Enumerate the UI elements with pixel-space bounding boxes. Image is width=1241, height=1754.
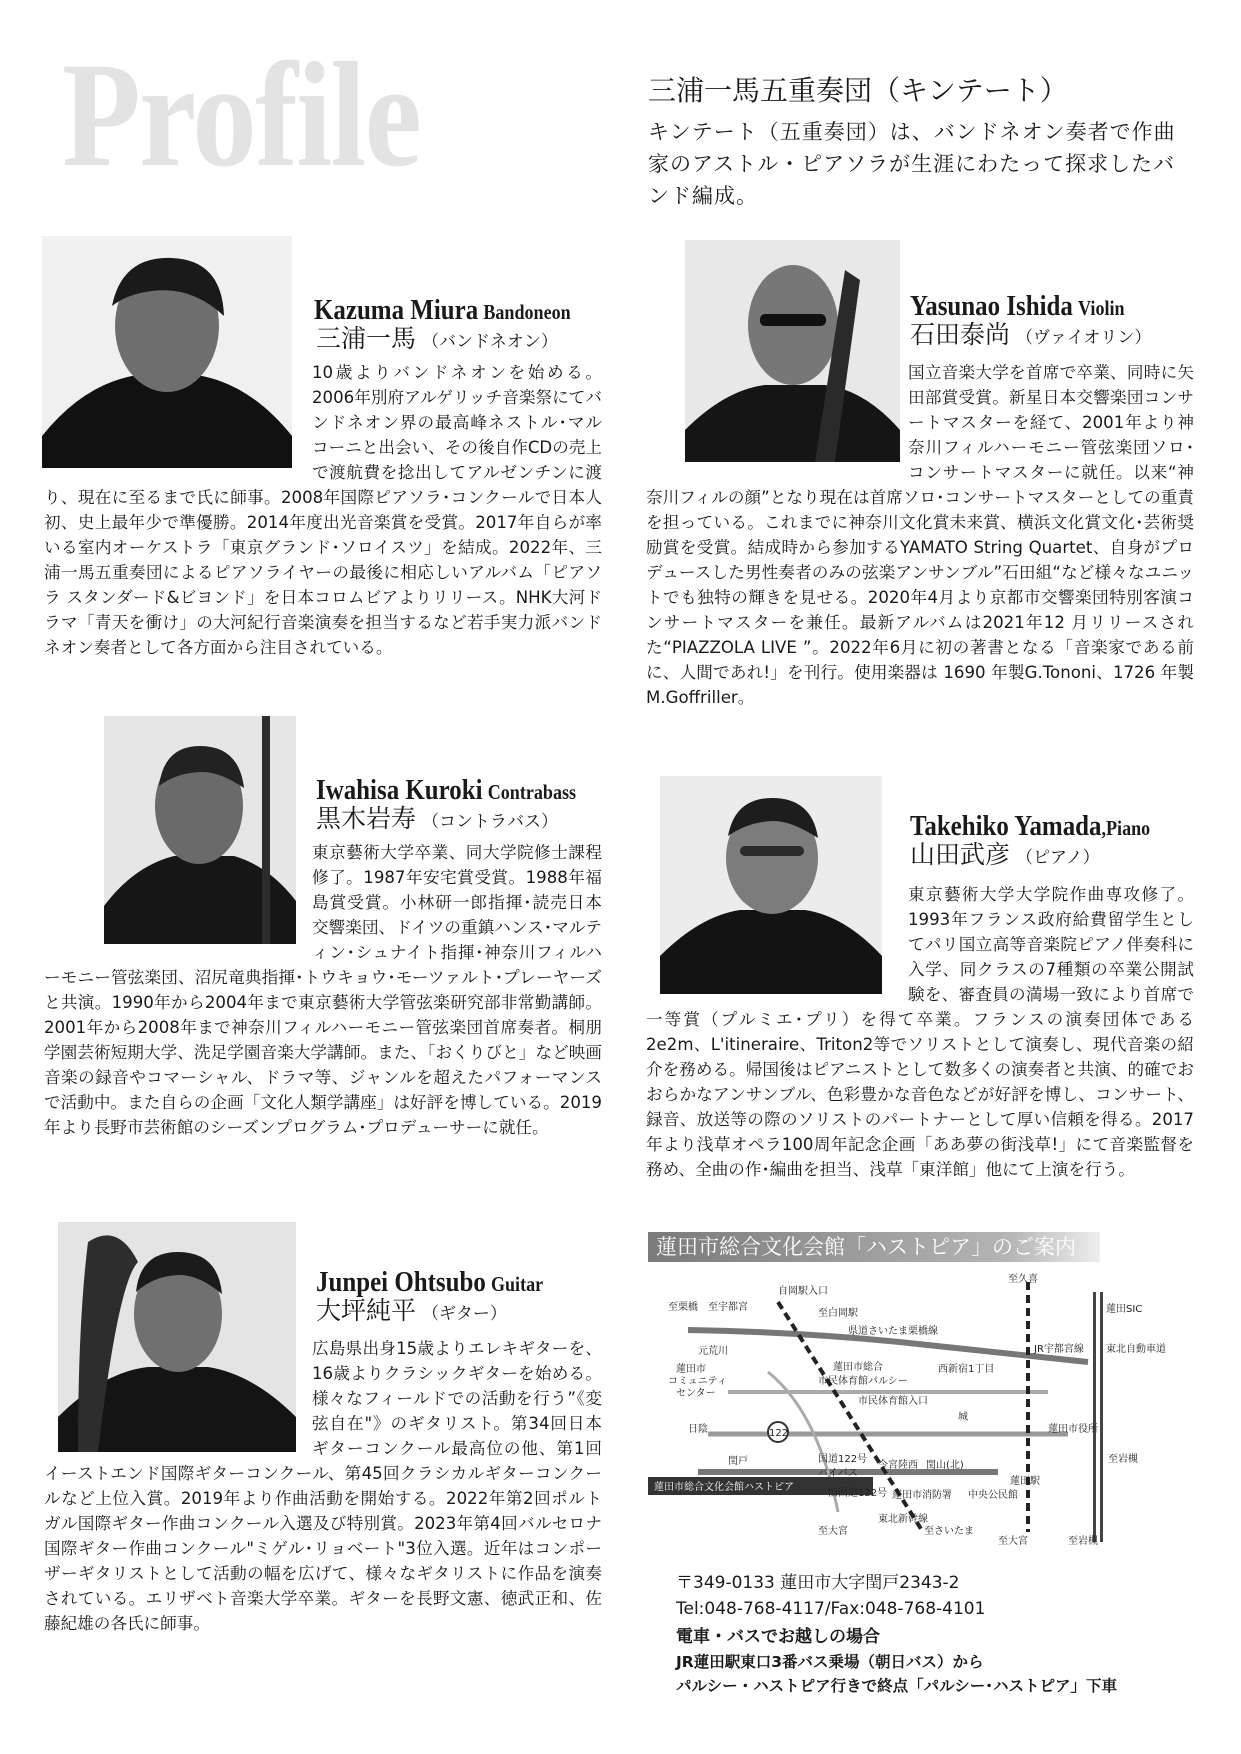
map-label: 至大宮 (998, 1536, 1028, 1547)
iwahisa-kuroki-bio-box (44, 840, 602, 1140)
map-label: 至岩槻 (1068, 1536, 1098, 1547)
map-label: 蓮田市 (676, 1364, 706, 1375)
iwahisa-kuroki-bio: 東京藝術大学卒業、同大学院修士課程修了。1987年安宅賞受賞。1988年福島賞受賞。小林研一郎指揮･読売日本交響楽団、ドイツの重鎮ハンス･マルティン･シュナイト指揮･神奈川フィルハーモニー管弦楽団、沼尻竜典指揮･トウキョウ･モーツァルト･プレーヤーズと共演。1990年から2004年まで東京藝術大学管弦楽研究部非常勤講師。2001年から2008年まで神奈川フィルハーモニー管弦楽団首席奏者。桐朋学園芸術短期大学、洗足学園音楽大学講師。また、「おくりびと」など映画音楽の録音やコマーシャル、ドラマ等、ジャンルを超えたパフォーマンスで活動中。また自らの企画「文化人類学講座」は好評を博している。2019年より長野市芸術館のシーズンプログラム･プロデューサーに就任。 (44, 843, 602, 1137)
access-body (676, 1650, 1117, 1698)
map-label: 至白岡駅 (818, 1308, 858, 1319)
map-label: 蓮田市役所 (1048, 1424, 1098, 1435)
map-label: 自岡駅入口 (778, 1286, 828, 1297)
map-label: 至栗橋 (668, 1302, 698, 1313)
access-title: 電車・バスでお越しの場合 (676, 1627, 880, 1647)
map-label: 至宇都宮 (708, 1302, 748, 1313)
map-label: 蓮田市総合 (833, 1362, 883, 1373)
map-svg (654, 1272, 1166, 1548)
map-label: 至岩槻 (1108, 1454, 1138, 1465)
ensemble-description: キンテート（五重奏団）は、バンドネオン奏者で作曲家のアストル・ピアソラが生涯にわたって探求したバンド編成。 (648, 120, 1176, 208)
map-label: 蓮田SIC (1106, 1304, 1143, 1315)
map-label: 日陰 (688, 1424, 708, 1435)
map-label: 東北自動車道 (1106, 1344, 1166, 1355)
junpei-ohtsubo-bio: 広島県出身15歳よりエレキギターを、16歳よりクラシックギターを始める。様々なフィールドでの活動を行う”《変弦自在"》のギタリスト。第34回日本ギターコンクール最高位の他、第1回イーストエンド国際ギターコンクール、第45回クラシカルギターコンクールなど上位入賞。2019年より作曲活動を開始する。2022年第2回ポルトガル国際ギター作曲コンクール入選及び特別賞。2023年第4回バルセロナ国際ギター作曲コンクール"ミゲル･リョベート"3位入選。近年はコンポーザーギタリストとして活動の幅を広げて、様々なギタリストに作品を演奏されている。エリザベト音楽大学卒業。ギターを長野文憲、徳武正和、佐藤紀雄の各氏に師事。 (44, 1339, 602, 1633)
map-label: 至大宮 (818, 1526, 848, 1537)
map-label: 閏山(北) (926, 1460, 964, 1471)
map-label: センター (676, 1388, 716, 1399)
map-label: 市民体育館パルシー (818, 1376, 908, 1387)
yasunao-ishida-name: Yasunao Ishida Violin (910, 290, 1125, 322)
access-line-2: パルシー・ハストピア行きで終点「パルシー･ハストピア」下車 (676, 1677, 1117, 1695)
map-label: JR宇都宮線 (1034, 1344, 1084, 1355)
map-label: 中央公民館 (968, 1490, 1018, 1501)
kazuma-miura-name: Kazuma Miura Bandoneon (314, 294, 571, 326)
map-label: 市民体育館入口 (858, 1396, 928, 1407)
map-label: 旧国道122号 (828, 1488, 888, 1499)
yasunao-ishida-jname: 石田泰尚 （ヴァイオリン） (910, 320, 1152, 349)
takehiko-yamada-bio: 東京藝術大学大学院作曲専攻修了。1993年フランス政府給費留学生としてパリ国立高等音楽院ピアノ伴奏科に入学、同クラスの7種類の卒業公開試験を、審査員の満場一致により首席で一等賞（プルミエ･プリ）を得て卒業。フランスの演奏団体である2e2m、L'itineraire、Triton2等でソリストとして演奏し、現代音楽の紹介を務める。帰国後はピアニストとして数多くの演奏者と共演、的確でおおらかなアンサンブル、色彩豊かな音色などが好評を博し、コンサート、録音、放送等の際のソリストのパートナーとして厚い信頼を得る。2017年より浅草オペラ100周年記念企画「ああ夢の街浅草!」にて音楽監督を務め、全曲の作･編曲を担当、浅草「東洋館」他にて上演を行う。 (646, 885, 1194, 1179)
map-label: 蓮田市消防署 (892, 1490, 952, 1501)
kazuma-miura-bio-box (44, 360, 602, 660)
map-label: 閏戸 (728, 1456, 748, 1467)
kazuma-miura-jname: 三浦一馬 （バンドネオン） (316, 324, 558, 353)
kazuma-miura-bio: 10歳よりバンドネオンを始める。2006年別府アルゲリッチ音楽祭にてバンドネオン界の最高峰ネストル･マルコーニと出会い、その後自作CDの売上で渡航費を捻出してアルゼンチンに渡り、現在に至るまで氏に師事。2008年国際ピアソラ･コンクールで日本人初、史上最年少で準優勝。2014年度出光音楽賞を受賞。2017年自らが率いる室内オーケストラ「東京グランド･ソロイスツ」を結成。2022年、三浦一馬五重奏団によるピアソライヤーの最後に相応しいアルバム「ピアソラ スタンダード&ビヨンド」を日本コロムビアよりリリース。NHK大河ドラマ「青天を衝け」の大河紀行音楽演奏を担当するなど若手実力派バンドネオン奏者として各方面から注目されている。 (44, 363, 602, 657)
yasunao-ishida-bio-box (646, 360, 1194, 710)
iwahisa-kuroki-jname: 黒木岩寿 （コントラバス） (316, 804, 559, 833)
takehiko-yamada-bio-box (646, 882, 1194, 1182)
ensemble-title: 三浦一馬五重奏団（キンテート） (648, 74, 1068, 107)
map-label: 県道さいたま栗橋線 (848, 1326, 938, 1337)
yasunao-ishida-bio: 国立音楽大学を首席で卒業、同時に矢田部賞受賞。新星日本交響楽団コンサートマスターを経て、2001年より神奈川フィルハーモニー管弦楽団ソロ･コンサートマスターに就任。以来“神奈川フィルの顔”となり現在は首席ソロ･コンサートマスターとしての重責を担っている。これまでに神奈川文化賞未来賞、横浜文化賞文化･芸術奨励賞を受賞。結成時から参加するYAMATO String Quartet、自身がプロデュースした男性奏者のみの弦楽アンサンブル”石田組“など様々なユニットでも独特の輝きを見せる。2020年4月より京都市交響楽団特別客演コンサートマスターを兼任。最新アルバムは2021年12 月リリースされた“PIAZZOLA LIVE ”。2022年6月に初の著書となる「音楽家である前に、人間であれ!」を刊行。使用楽器は 1690 年製G.Tononi、1726 年製 M.Goffriller。 (646, 363, 1194, 707)
route-122-badge: 122 (769, 1428, 789, 1439)
venue-header: 蓮田市総合文化会館「ハストピア」のご案内 (648, 1232, 1100, 1262)
venue-address-block (676, 1570, 985, 1622)
map-label: 城 (958, 1412, 968, 1423)
map-label: 東北新幹線 (878, 1514, 928, 1525)
junpei-ohtsubo-name: Junpei Ohtsubo Guitar (316, 1266, 544, 1298)
map-label: 至久喜 (1008, 1274, 1038, 1285)
access-line-1: JR蓮田駅東口3番バス乗場（朝日バス）から (676, 1653, 984, 1671)
map-label: コミュニティ (668, 1376, 727, 1387)
map-label-venue: 蓮田市総合文化会館ハストピア (654, 1482, 794, 1493)
map-label: 至さいたま (924, 1526, 974, 1537)
map-label: 元荒川 (698, 1346, 728, 1357)
map-label: 今宮陸西 (878, 1460, 918, 1471)
junpei-ohtsubo-bio-box (44, 1336, 602, 1636)
map-label: 国道122号 (818, 1454, 868, 1465)
profile-watermark: Profile (62, 32, 421, 198)
map-label: 蓮田駅 (1010, 1476, 1040, 1487)
map-label: バイパス (818, 1468, 858, 1479)
junpei-ohtsubo-jname: 大坪純平 （ギター） (316, 1296, 507, 1325)
iwahisa-kuroki-name: Iwahisa Kuroki Contrabass (316, 774, 577, 806)
takehiko-yamada-jname: 山田武彦 （ピアノ） (910, 840, 1100, 869)
map-label: 西新宿1丁目 (938, 1364, 995, 1375)
venue-map (654, 1272, 1166, 1548)
venue-address: 〒349-0133 蓮田市大字閏戸2343-2 (676, 1573, 960, 1593)
takehiko-yamada-name: Takehiko Yamada,Piano (910, 810, 1151, 842)
venue-tel: Tel:048-768-4117/Fax:048-768-4101 (676, 1599, 986, 1619)
